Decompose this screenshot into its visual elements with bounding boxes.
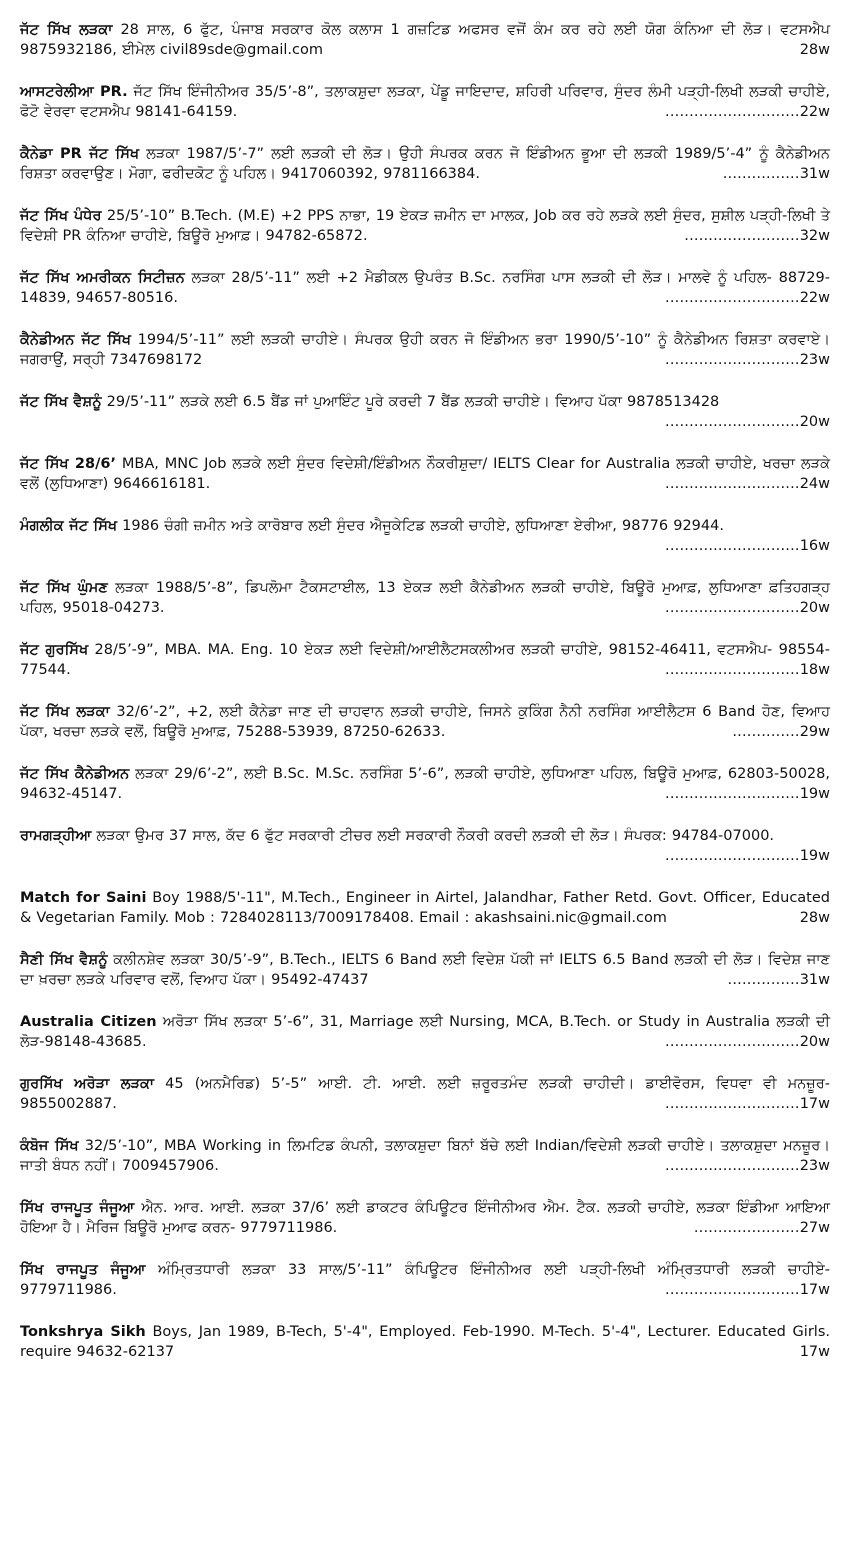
ad-leader-dots: ............................: [665, 1282, 800, 1298]
classified-ad: [20, 268, 830, 308]
ad-leader-dots: ............................: [665, 104, 800, 120]
ad-heading: ਮੰਗਲੀਕ ਜੱਟ ਸਿੱਖ: [20, 518, 118, 534]
ad-code-group: [723, 164, 830, 184]
classified-ad: [20, 640, 830, 680]
ad-text: ਕਲੀਨਸ਼ੇਵ ਲੜਕਾ 30/5’-9”, B.Tech., IELTS 6 Band ਲਈ ਵਿਦੇਸ਼ ਪੱਕੀ ਜਾਂ IELTS 6.5 Band ਲੜਕੀ ਦੀ ਲੋੜ। ਵਿਦੇਸ਼ ਜਾਣ ਦਾ ਖ਼ਰਚਾ ਲੜਕੇ ਪਰਿਵਾਰ ਵਲੋਂ, ਵਿਆਹ ਪੱਕਾ। 95492-47437: [20, 952, 830, 988]
ad-heading: ਸਿੱਖ ਰਾਜਪੂਤ ਜੰਜੂਆ: [20, 1200, 135, 1216]
ad-text: ਜੱਟ ਸਿੱਖ ਇੰਜੀਨੀਅਰ 35/5’-8”, ਤਲਾਕਸ਼ੁਦਾ ਲੜਕਾ, ਪੇਂਡੂ ਜਾਇਦਾਦ, ਸ਼ਹਿਰੀ ਪਰਿਵਾਰ, ਸੁੰਦਰ ਲੰਮੀ ਪੜ੍ਹੀ-ਲਿਖੀ ਲੜਕੀ ਚਾਹੀਏ, ਫੋਟੋ ਵੇਰਵਾ ਵਟਸਐਪ 98141-64159.: [20, 84, 830, 120]
ad-code-group: [665, 598, 830, 618]
ad-heading: ਜੱਟ ਸਿੱਖ ਲੜਕਾ: [20, 22, 113, 38]
ad-leader-dots: ............................: [665, 414, 800, 430]
ad-code: 28w: [799, 910, 830, 926]
ad-heading: ਜੱਟ ਸਿੱਖ ਅਮਰੀਕਨ ਸਿਟੀਜ਼ਨ: [20, 270, 185, 286]
ad-text: 28/5’-9”, MBA. MA. Eng. 10 ਏਕੜ ਲਈ ਵਿਦੇਸ਼ੀ/ਆਈਲੈਟਸਕਲੀਅਰ ਲੜਕੀ ਚਾਹੀਏ, 98152-46411, ਵਟਸਐਪ- 98554-77544.: [20, 642, 830, 678]
ad-text: 28 ਸਾਲ, 6 ਫੁੱਟ, ਪੰਜਾਬ ਸਰਕਾਰ ਕੋਲ ਕਲਾਸ 1 ਗਜ਼ਟਿਡ ਅਫਸਰ ਵਜੋਂ ਕੰਮ ਕਰ ਰਹੇ ਲਈ ਯੋਗ ਕੰਨਿਆ ਦੀ ਲੋੜ। ਵਟਸਐਪ 9875932186, ਈਮੇਲ civil89sde@gmail.com: [20, 22, 831, 58]
ad-heading: ਗੁਰਸਿੱਖ ਅਰੋੜਾ ਲੜਕਾ: [20, 1076, 155, 1092]
classified-ad: [20, 888, 830, 928]
ad-leader-dots: ............................: [665, 1158, 800, 1174]
ad-code: 20w: [799, 414, 830, 430]
classified-ad: [20, 144, 830, 184]
ad-heading: ਕੈਨੇਡੀਅਨ ਜੱਟ ਸਿੱਖ: [20, 332, 131, 348]
ad-text: ਅਰੋੜਾ ਸਿੱਖ ਲੜਕਾ 5’-6”, 31, Marriage ਲਈ Nursing, MCA, B.Tech. or Study in Australia ਲੜਕੀ ਦੀ ਲੋੜ-98148-43685.: [20, 1014, 830, 1050]
ad-code-group: [800, 908, 830, 928]
classified-ad: [20, 950, 830, 990]
ad-leader-dots: ..............: [732, 724, 800, 740]
ad-text: ਲੜਕਾ 1987/5’-7” ਲਈ ਲੜਕੀ ਦੀ ਲੋੜ। ਉਹੀ ਸੰਪਰਕ ਕਰਨ ਜੋ ਇੰਡੀਅਨ ਭੂਆ ਦੀ ਲੜਕੀ 1989/5’-4” ਨੂੰ ਕੈਨੇਡੀਅਨ ਰਿਸ਼ਤਾ ਕਰਵਾਉਣ। ਮੋਗਾ, ਫਰੀਦਕੋਟ ਨੂੰ ਪਹਿਲ। 9417060392, 9781166384.: [20, 146, 830, 182]
ad-code: 19w: [799, 848, 830, 864]
classified-ad: [20, 330, 830, 370]
ad-code-group: [665, 288, 830, 308]
ad-text: ਐਨ. ਆਰ. ਆਈ. ਲੜਕਾ 37/6’ ਲਈ ਡਾਕਟਰ ਕੰਪਿਊਟਰ ਇੰਜੀਨੀਅਰ ਐਮ. ਟੈਕ. ਲੜਕੀ ਚਾਹੀਏ, ਲੜਕਾ ਇੰਡੀਆ ਆਇਆ ਹੋਇਆ ਹੈ। ਮੈਰਿਜ ਬਿਊਰੋ ਮੁਆਫ ਕਰਨ- 9779711986.: [20, 1200, 830, 1236]
ad-code: 28w: [799, 42, 830, 58]
ad-code-group: [728, 970, 830, 990]
ad-code-group: [665, 660, 830, 680]
ad-heading: ਸੈਣੀ ਸਿੱਖ ਵੈਸ਼ਨੂੰ: [20, 952, 108, 968]
ad-text: ਲੜਕਾ 28/5’-11” ਲਈ +2 ਮੈਡੀਕਲ ਉਪਰੰਤ B.Sc. ਨਰਸਿੰਗ ਪਾਸ ਲੜਕੀ ਦੀ ਲੋੜ। ਮਾਲਵੇ ਨੂੰ ਪਹਿਲ- 88729-14839, 94657-80516.: [20, 270, 830, 306]
ad-code: 19w: [799, 786, 830, 802]
ad-leader-dots: ............................: [665, 1096, 800, 1112]
ad-heading: ਜੱਟ ਸਿੱਖ ਕੈਨੇਡੀਅਨ: [20, 766, 130, 782]
ad-leader-dots: ............................: [665, 848, 800, 864]
ad-heading: Match for Saini: [20, 890, 147, 906]
ad-heading: ਜੱਟ ਸਿੱਖ ਪੰਧੇਰ: [20, 208, 102, 224]
classified-ad: [20, 1198, 830, 1238]
ad-heading: Tonkshrya Sikh: [20, 1324, 146, 1340]
ad-heading: ਜੱਟ ਸਿੱਖ 28/6’: [20, 456, 116, 472]
ad-code: 29w: [799, 724, 830, 740]
classified-ad: [20, 206, 830, 246]
ad-leader-dots: ............................: [665, 476, 800, 492]
ad-text: ਲੜਕਾ ਉਮਰ 37 ਸਾਲ, ਕੱਦ 6 ਫੁੱਟ ਸਰਕਾਰੀ ਟੀਚਰ ਲਈ ਸਰਕਾਰੀ ਨੌਕਰੀ ਕਰਦੀ ਲੜਕੀ ਦੀ ਲੋੜ। ਸੰਪਰਕ: 94784-07000.: [91, 828, 775, 844]
ad-leader-dots: ............................: [665, 538, 800, 554]
classified-ad: [20, 1260, 830, 1300]
ad-code-group: [684, 226, 830, 246]
ad-code: 20w: [799, 1034, 830, 1050]
ad-leader-dots: ...............: [727, 972, 800, 988]
classified-ad: [20, 392, 830, 432]
ad-leader-dots: ............................: [665, 1034, 800, 1050]
ad-leader-dots: ................: [722, 166, 800, 182]
ad-code: 22w: [799, 290, 830, 306]
ad-heading: ਜੱਟ ਸਿੱਖ ਘੁੰਮਣ: [20, 580, 108, 596]
ad-code: 27w: [799, 1220, 830, 1236]
ad-code: 31w: [799, 166, 830, 182]
classified-ad: [20, 1074, 830, 1114]
ad-code: 31w: [799, 972, 830, 988]
ad-text: ਲੜਕਾ 1988/5’-8”, ਡਿਪਲੋਮਾ ਟੈਕਸਟਾਈਲ, 13 ਏਕੜ ਲਈ ਕੈਨੇਡੀਅਨ ਲੜਕੀ ਚਾਹੀਏ, ਬਿਊਰੋ ਮੁਆਫ਼, ਲੁਧਿਆਣਾ ਫ਼ਤਿਹਗੜ੍ਹ ਪਹਿਲ, 95018-04273.: [20, 580, 830, 616]
ad-text: ਅੰਮ੍ਰਿਤਧਾਰੀ ਲੜਕਾ 33 ਸਾਲ/5’-11” ਕੰਪਿਊਟਰ ਇੰਜੀਨੀਅਰ ਲਈ ਪੜ੍ਹੀ-ਲਿਖੀ ਅੰਮ੍ਰਿਤਧਾਰੀ ਲੜਕੀ ਚਾਹੀਏ- 9779711986.: [20, 1262, 830, 1298]
ad-text: 45 (ਅਨਮੈਰਿਡ) 5’-5” ਆਈ. ਟੀ. ਆਈ. ਲਈ ਜ਼ਰੂਰਤਮੰਦ ਲੜਕੀ ਚਾਹੀਦੀ। ਡਾਈਵੋਰਸ, ਵਿਧਵਾ ਵੀ ਮਨਜ਼ੂਰ- 9855002887.: [20, 1076, 830, 1112]
ad-code-group: [665, 846, 830, 866]
classified-ad: [20, 454, 830, 494]
ad-text: Boys, Jan 1989, B-Tech, 5'-4", Employed. Feb-1990. M-Tech. 5'-4", Lecturer. Educated Girls. require 94632-62137: [20, 1324, 830, 1360]
classified-ad: [20, 702, 830, 742]
ad-code-group: [665, 1280, 830, 1300]
ad-code-group: [665, 536, 830, 556]
classified-ad: [20, 578, 830, 618]
ad-code-group: [665, 1094, 830, 1114]
ad-code-group: [800, 40, 830, 60]
ad-leader-dots: ............................: [665, 786, 800, 802]
ad-code-group: [665, 350, 830, 370]
ad-code: 24w: [799, 476, 830, 492]
ad-code-group: [665, 1032, 830, 1052]
ad-heading: Australia Citizen: [20, 1014, 157, 1030]
classified-ad: [20, 1012, 830, 1052]
ad-code: 20w: [799, 600, 830, 616]
ad-code: 23w: [799, 1158, 830, 1174]
ad-leader-dots: ............................: [665, 662, 800, 678]
classified-ad: [20, 20, 830, 60]
classified-ad: [20, 82, 830, 122]
classified-ad: [20, 826, 830, 866]
ad-code-group: [665, 412, 830, 432]
ad-code: 17w: [799, 1096, 830, 1112]
ad-heading: ਆਸਟਰੇਲੀਆ PR.: [20, 84, 128, 100]
ad-text: 32/6’-2”, +2, ਲਈ ਕੈਨੇਡਾ ਜਾਣ ਦੀ ਚਾਹਵਾਨ ਲੜਕੀ ਚਾਹੀਏ, ਜਿਸਨੇ ਕੁਕਿੰਗ ਨੈਨੀ ਨਰਸਿੰਗ ਆਈਲੈਟਸ 6 Band ਹੋਣ, ਵਿਆਹ ਪੱਕਾ, ਖਰਚਾ ਲੜਕੇ ਵਲੋਂ, ਬਿਊਰੋ ਮੁਆਫ਼, 75288-53939, 87250-62633.: [20, 704, 830, 740]
ad-text: Boy 1988/5'-11", M.Tech., Engineer in Airtel, Jalandhar, Father Retd. Govt. Officer, Educated & Vegetarian Family. Mob : 7284028113/7009178408. Email : akashsaini.nic@gmail.com: [20, 890, 830, 926]
ad-text: ਲੜਕਾ 29/6’-2”, ਲਈ B.Sc. M.Sc. ਨਰਸਿੰਗ 5’-6”, ਲੜਕੀ ਚਾਹੀਏ, ਲੁਧਿਆਣਾ ਪਹਿਲ, ਬਿਊਰੋ ਮੁਆਫ਼, 62803-50028, 94632-45147.: [20, 766, 830, 802]
ad-heading: ਕੈਨੇਡਾ PR ਜੱਟ ਸਿੱਖ: [20, 146, 140, 162]
classified-ad: [20, 1136, 830, 1176]
ad-text: 1986 ਚੰਗੀ ਜ਼ਮੀਨ ਅਤੇ ਕਾਰੋਬਾਰ ਲਈ ਸੁੰਦਰ ਐਜੂਕੇਟਿਡ ਲੜਕੀ ਚਾਹੀਏ, ਲੁਧਿਆਣਾ ਏਰੀਆ, 98776 92944.: [117, 518, 724, 534]
ad-heading: ਰਾਮਗੜ੍ਹੀਆ: [20, 828, 92, 844]
ad-code: 22w: [799, 104, 830, 120]
ad-leader-dots: ............................: [665, 600, 800, 616]
ad-text: 25/5’-10” B.Tech. (M.E) +2 PPS ਨਾਭਾ, 19 ਏਕੜ ਜ਼ਮੀਨ ਦਾ ਮਾਲਕ, Job ਕਰ ਰਹੇ ਲੜਕੇ ਲਈ ਸੁੰਦਰ, ਸੁਸ਼ੀਲ ਪੜ੍ਹੀ-ਲਿਖੀ ਤੇ ਵਿਦੇਸ਼ੀ PR ਕੰਨਿਆ ਚਾਹੀਏ, ਬਿਊਰੋ ਮੁਆਫ਼। 94782-65872.: [20, 208, 830, 244]
ad-text: 29/5’-11” ਲੜਕੇ ਲਈ 6.5 ਬੈਂਡ ਜਾਂ ਪੁਆਇੰਟ ਪੂਰੇ ਕਰਦੀ 7 ਬੈਂਡ ਲੜਕੀ ਚਾਹੀਏ। ਵਿਆਹ ਪੱਕਾ 9878513428: [101, 394, 720, 410]
ad-leader-dots: ........................: [684, 228, 800, 244]
ad-heading: ਜੱਟ ਸਿੱਖ ਵੈਸ਼ਨੂੰ: [20, 394, 102, 410]
ad-text: 32/5’-10”, MBA Working in ਲਿਮਟਿਡ ਕੰਪਨੀ, ਤਲਾਕਸ਼ੁਦਾ ਬਿਨਾਂ ਬੱਚੇ ਲਈ Indian/ਵਿਦੇਸ਼ੀ ਲੜਕੀ ਚਾਹੀਏ। ਤਲਾਕਸ਼ੁਦਾ ਮਨਜ਼ੂਰ। ਜਾਤੀ ਬੰਧਨ ਨਹੀਂ। 7009457906.: [20, 1138, 830, 1174]
ad-code-group: [665, 102, 830, 122]
ad-code: 18w: [799, 662, 830, 678]
ad-leader-dots: ......................: [693, 1220, 800, 1236]
ad-code: 32w: [799, 228, 830, 244]
ad-code-group: [665, 474, 830, 494]
classified-ad: [20, 1322, 830, 1362]
classified-ad: [20, 516, 830, 556]
ad-leader-dots: ............................: [665, 290, 800, 306]
ad-code: 17w: [799, 1282, 830, 1298]
ad-code-group: [800, 1342, 830, 1362]
classified-ad: [20, 764, 830, 804]
ad-heading: ਸਿੱਖ ਰਾਜਪੂਤ ਜੰਜੂਆ: [20, 1262, 146, 1278]
ad-heading: ਜੱਟ ਸਿੱਖ ਲੜਕਾ: [20, 704, 110, 720]
ad-code-group: [694, 1218, 830, 1238]
ad-code-group: [732, 722, 830, 742]
ad-code: 23w: [799, 352, 830, 368]
ad-leader-dots: ............................: [665, 352, 800, 368]
ad-code: 17w: [799, 1344, 830, 1360]
ad-code-group: [665, 784, 830, 804]
ad-heading: ਕੰਬੋਜ ਸਿੱਖ: [20, 1138, 79, 1154]
ad-text: 1994/5’-11” ਲਈ ਲੜਕੀ ਚਾਹੀਏ। ਸੰਪਰਕ ਉਹੀ ਕਰਨ ਜੋ ਇੰਡੀਅਨ ਭਰਾ 1990/5’-10” ਨੂੰ ਕੈਨੇਡੀਅਨ ਰਿਸ਼ਤਾ ਕਰਵਾਏ। ਜਗਰਾਉਂ, ਸਰ੍ਹੀ 7347698172: [20, 332, 831, 368]
ad-heading: ਜੱਟ ਗੁਰਸਿੱਖ: [20, 642, 89, 658]
ad-text: MBA, MNC Job ਲੜਕੇ ਲਈ ਸੁੰਦਰ ਵਿਦੇਸ਼ੀ/ਇੰਡੀਅਨ ਨੌਕਰੀਸ਼ੁਦਾ/ IELTS Clear for Australia ਲੜਕੀ ਚਾਹੀਏ, ਖਰਚਾ ਲੜਕੇ ਵਲੋਂ (ਲੁਧਿਆਣਾ) 9646616181.: [20, 456, 830, 492]
ad-code-group: [665, 1156, 830, 1176]
ad-code: 16w: [799, 538, 830, 554]
